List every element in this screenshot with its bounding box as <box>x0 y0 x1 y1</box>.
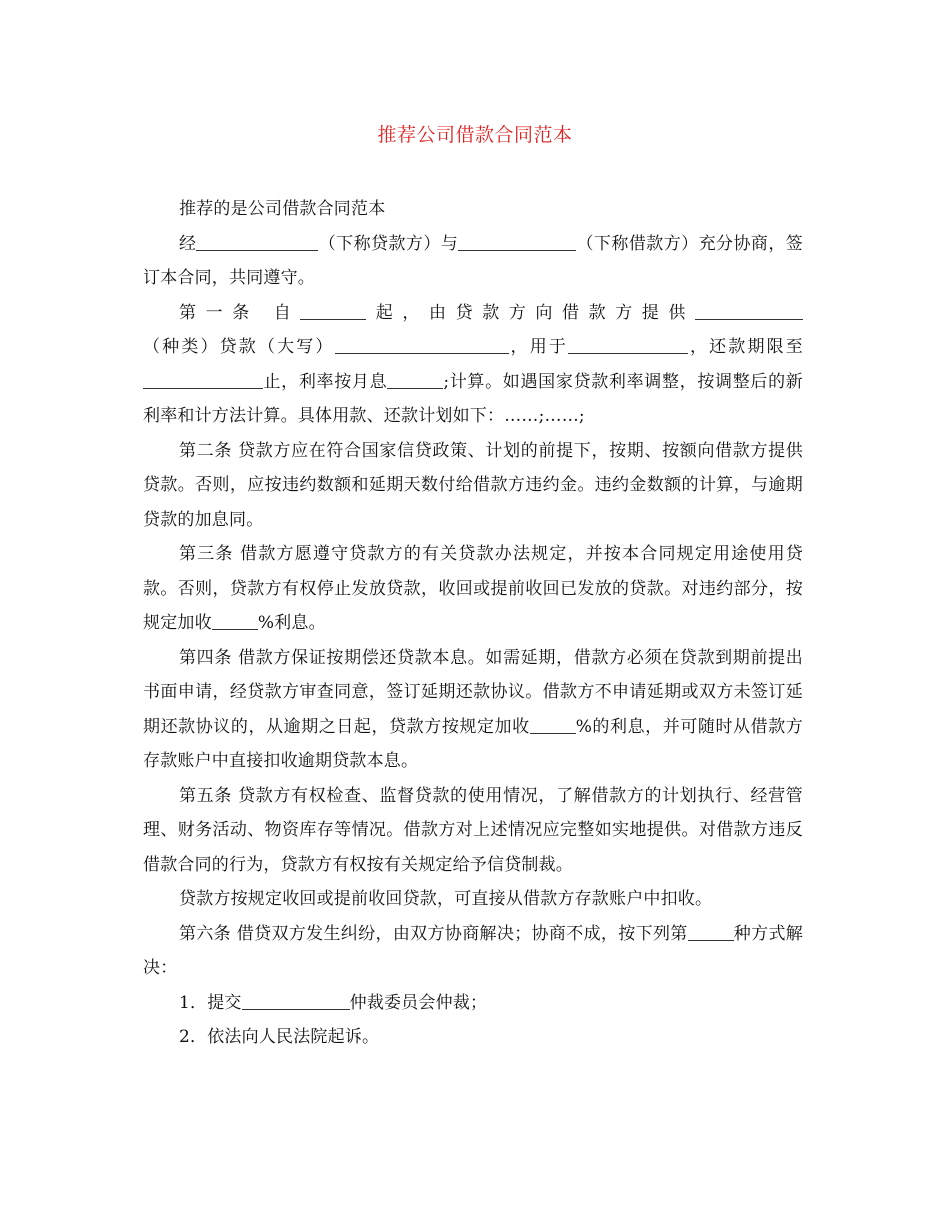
overdue-rate-blank <box>530 715 576 734</box>
article-3-text-a: 第三条 借款方愿遵守贷款方的有关贷款办法规定，并按本合同规定用途使用贷款。否则，贷款方有权停止发放贷款，收回或提前收回已发放的贷款。对违约部分，按规定加收 <box>143 544 803 633</box>
option-1 <box>143 986 803 1021</box>
article-4-text-a: 第四条 借款方保证按期偿还贷款本息。如需延期，借款方必须在贷款到期前提出书面申请，经贷款方审查同意，签订延期还款协议。借款方不申请延期或双方未签订延期还款协议的，从逾期之日起，贷款方按规定加收 <box>143 647 803 737</box>
amount-blank <box>335 335 509 354</box>
article-5-supplement: 贷款方按规定收回或提前收回贷款，可直接从借款方存款账户中扣收。 <box>179 889 713 909</box>
intro-paragraph: 推荐的是公司借款合同范本 <box>179 199 386 219</box>
article-6-text-b: 种方式解决： <box>143 923 803 978</box>
article-5: 第五条 贷款方有权检查、监督贷款的使用情况，了解借款方的计划执行、经营管理、财务活动、物资库存等情况。借款方对上述情况应完整如实地提供。对借款方违反借款合同的行为，贷款方有权按有关规定给予信贷制裁。 <box>143 785 803 875</box>
dispute-method-blank <box>688 922 734 941</box>
parties-paragraph <box>143 227 803 296</box>
article-3-text-b: %利息。 <box>257 613 326 633</box>
article-1-text-f: 止，利率按月息 <box>263 371 388 392</box>
document-body <box>143 192 803 1055</box>
article-4-text-b: %的利息，并可随时从借款方存款账户中直接扣收逾期贷款本息。 <box>143 716 803 771</box>
article-1-text-g: ;计算。如遇国家贷款利率调整，按调整后的新利率和计方法计算。具体用款、还款计划如下：……;……; <box>143 371 803 426</box>
penalty-rate-blank <box>212 611 258 630</box>
loan-type-blank <box>695 301 803 320</box>
parties-text-a: 经 <box>179 233 197 254</box>
arbitration-committee-blank <box>242 991 350 1010</box>
option-1-text-b: 仲裁委员会仲裁； <box>349 992 488 1013</box>
article-1-text-a: 第一条 自 <box>179 302 301 323</box>
article-2: 第二条 贷款方应在符合国家信贷政策、计划的前提下，按期、按额向借款方提供贷款。否则，应按违约数额和延期天数付给借款方违约金。违约金数额的计算，与逾期贷款的加息同。 <box>143 440 803 530</box>
purpose-blank <box>568 335 688 354</box>
article-1-text-d: ，用于 <box>508 337 569 357</box>
document-title: 推荐公司借款合同范本 <box>377 124 573 146</box>
lender-blank <box>196 232 318 251</box>
article-4 <box>143 641 803 779</box>
parties-text-c: （下称借款方）充分协商，签订本合同，共同遵守。 <box>143 233 804 288</box>
article-6 <box>143 917 803 986</box>
article-1-text-e: ，还款期限至 <box>688 337 803 357</box>
option-2: 2．依法向人民法院起诉。 <box>179 1027 380 1047</box>
article-6-text-a: 第六条 借贷双方发生纠纷，由双方协商解决；协商不成，按下列第 <box>179 923 688 944</box>
article-1 <box>143 296 803 434</box>
repayment-date-blank <box>143 370 263 389</box>
borrower-blank <box>458 232 576 251</box>
start-date-blank <box>300 301 366 320</box>
article-1-text-b: 起，由贷款方向借款方提供 <box>366 302 695 323</box>
parties-text-b: （下称贷款方）与 <box>318 233 459 254</box>
interest-rate-blank <box>387 370 443 389</box>
article-3 <box>143 537 803 641</box>
option-1-text-a: 1．提交 <box>179 992 242 1013</box>
article-1-text-c: （种类）贷款（大写） <box>143 337 335 357</box>
